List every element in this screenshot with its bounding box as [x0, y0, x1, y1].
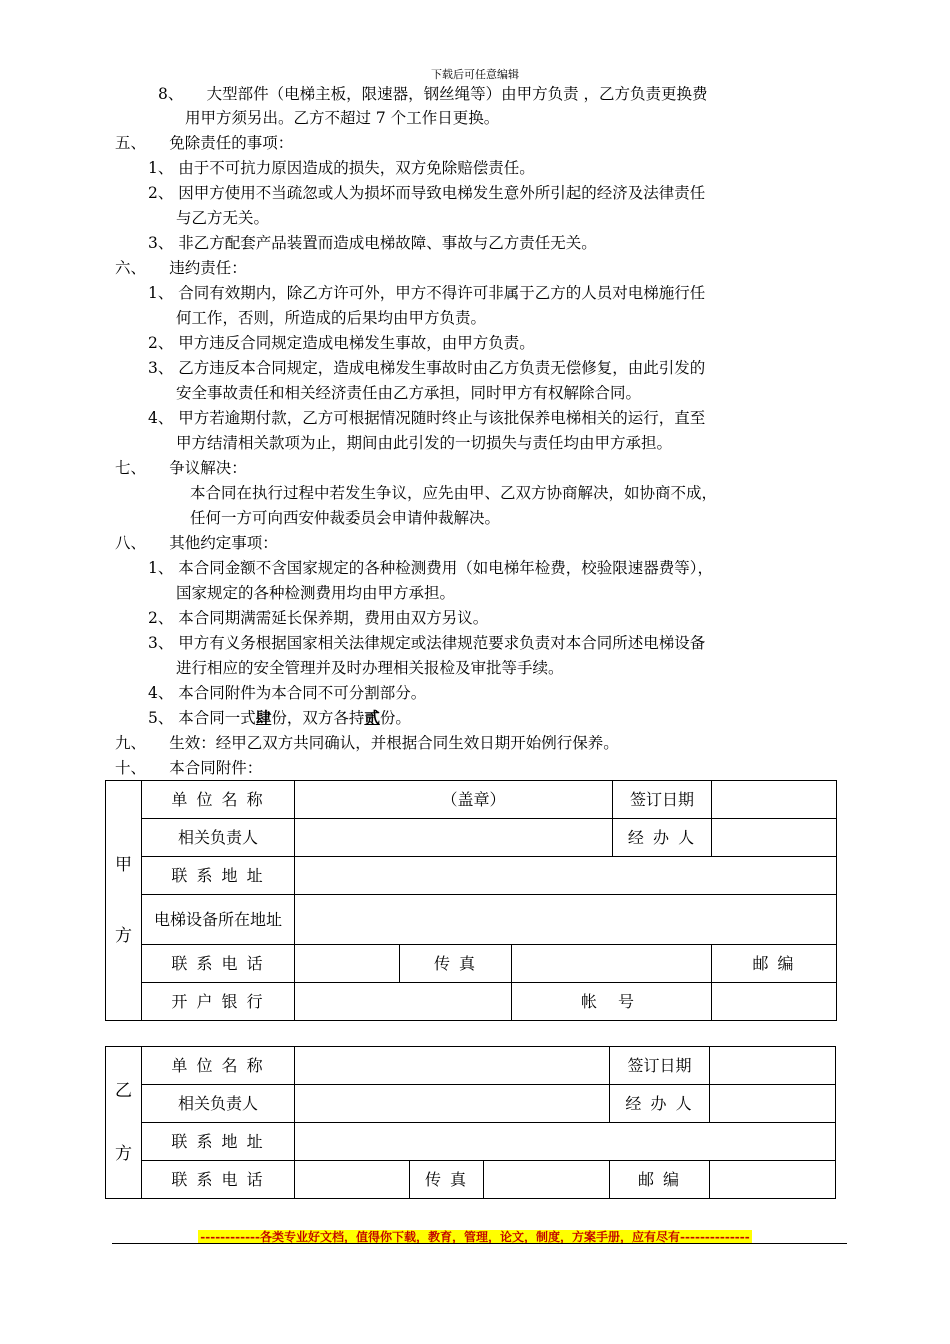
- bank-value: [295, 983, 512, 1021]
- page-header: 下载后可任意编辑: [431, 68, 519, 81]
- zip-label: 邮 编: [712, 945, 837, 983]
- contract-line: 1、 合同有效期内，除乙方许可外，甲方不得许可非属于乙方的人员对电梯施行任: [148, 284, 706, 302]
- contract-line: 与乙方无关。: [176, 209, 270, 227]
- account-label: 帐 号: [512, 983, 712, 1021]
- contract-line: 何工作，否则，所造成的后果均由甲方负责。: [176, 309, 487, 327]
- contract-line: 用甲方须另出。乙方不超过 7 个工作日更换。: [185, 109, 500, 127]
- phone-value-b: [295, 1161, 410, 1199]
- contract-line: 8、 大型部件（电梯主板，限速器，钢丝绳等）由甲方负责 ，乙方负责更换费: [158, 85, 708, 103]
- contract-line: 2、 本合同期满需延长保养期，费用由双方另议。: [148, 609, 489, 627]
- handler-label: 经 办 人: [613, 819, 712, 857]
- contract-line: 国家规定的各种检测费用均由甲方承担。: [176, 584, 456, 602]
- address-value: [295, 857, 837, 895]
- contract-line: 1、 由于不可抗力原因造成的损失，双方免除赔偿责任。: [148, 159, 535, 177]
- contract-line: 九、 生效：经甲乙双方共同确认，并根据合同生效日期开始例行保养。: [115, 734, 619, 752]
- unit-name-label: 单 位 名 称: [142, 781, 295, 819]
- unit-name-value: [295, 781, 613, 819]
- handler-label-b: 经 办 人: [610, 1085, 710, 1123]
- contract-line: 十、 本合同附件：: [115, 759, 263, 777]
- fax-label-b: 传 真: [410, 1161, 484, 1199]
- person-label: 相关负责人: [142, 819, 295, 857]
- contract-line: 3、 乙方违反本合同规定，造成电梯发生事故时由乙方负责无偿修复，由此引发的: [148, 359, 706, 377]
- contract-line: 2、 因甲方使用不当疏忽或人为损坏而导致电梯发生意外所引起的经济及法律责任: [148, 184, 706, 202]
- contract-line: 安全事故责任和相关经济责任由乙方承担，同时甲方有权解除合同。: [176, 384, 642, 402]
- sign-date-label-b: 签订日期: [610, 1047, 710, 1085]
- person-label-b: 相关负责人: [142, 1085, 295, 1123]
- contract-line: 3、 非乙方配套产品装置而造成电梯故障、事故与乙方责任无关。: [148, 234, 597, 252]
- party-b-table: [105, 1046, 836, 1199]
- address-label-b: 联 系 地 址: [142, 1123, 295, 1161]
- party-b-side-label: 乙 方: [106, 1047, 142, 1199]
- footer-banner: ------------各类专业好文档，值得你下载，教育，管理，论文，制度，方案手册，应有尽有--------------: [200, 1230, 750, 1244]
- person-value-b: [295, 1085, 610, 1123]
- unit-name-label-b: 单 位 名 称: [142, 1047, 295, 1085]
- party-a-table: [105, 780, 837, 1021]
- contract-line: 5、 本合同一式肆份，双方各持贰份。: [148, 708, 411, 727]
- sign-date-label: 签订日期: [613, 781, 712, 819]
- contract-line: 本合同在执行过程中若发生争议，应先由甲、乙双方协商解决，如协商不成，: [190, 484, 718, 502]
- contract-line: 2、 甲方违反合同规定造成电梯发生事故，由甲方负责。: [148, 334, 535, 352]
- phone-label: 联 系 电 话: [142, 945, 295, 983]
- fax-value: [512, 945, 712, 983]
- fax-value-b: [484, 1161, 610, 1199]
- person-value: [295, 819, 613, 857]
- address-value-b: [295, 1123, 836, 1161]
- contract-line: 五、 免除责任的事项：: [115, 134, 294, 152]
- elevator-address-label: 电梯设备所在地址: [142, 895, 295, 945]
- contract-line: 4、 甲方若逾期付款，乙方可根据情况随时终止与该批保养电梯相关的运行，直至: [148, 409, 706, 427]
- phone-label-b: 联 系 电 话: [142, 1161, 295, 1199]
- contract-line: 进行相应的安全管理并及时办理相关报检及审批等手续。: [176, 659, 564, 677]
- zip-value-b: [710, 1161, 836, 1199]
- sign-date-value-b: [710, 1047, 836, 1085]
- contract-line: 七、 争议解决：: [115, 459, 247, 477]
- contract-line: 4、 本合同附件为本合同不可分割部分。: [148, 684, 427, 702]
- address-label: 联 系 地 址: [142, 857, 295, 895]
- elevator-address-value: [295, 895, 837, 945]
- footer-divider: [112, 1243, 847, 1244]
- contract-line: 甲方结清相关款项为止，期间由此引发的一切损失与责任均由甲方承担。: [176, 434, 673, 452]
- handler-value-b: [710, 1085, 836, 1123]
- contract-line: 六、 违约责任：: [115, 259, 247, 277]
- bank-label: 开 户 银 行: [142, 983, 295, 1021]
- phone-value: [295, 945, 400, 983]
- party-a-side-label: 甲 方: [106, 781, 142, 1021]
- account-value: [712, 983, 837, 1021]
- zip-label-b: 邮 编: [610, 1161, 710, 1199]
- sign-date-value: [712, 781, 837, 819]
- contract-line: 3、 甲方有义务根据国家相关法律规定或法律规范要求负责对本合同所述电梯设备: [148, 634, 706, 652]
- contract-line: 1、 本合同金额不含国家规定的各种检测费用（如电梯年检费，校验限速器费等），: [148, 559, 714, 577]
- seal-label: （盖章）: [441, 790, 506, 809]
- contract-line: 八、 其他约定事项：: [115, 534, 278, 552]
- contract-line: 任何一方可向西安仲裁委员会申请仲裁解决。: [190, 509, 501, 527]
- unit-name-value-b: [295, 1047, 610, 1085]
- handler-value: [712, 819, 837, 857]
- fax-label: 传 真: [400, 945, 512, 983]
